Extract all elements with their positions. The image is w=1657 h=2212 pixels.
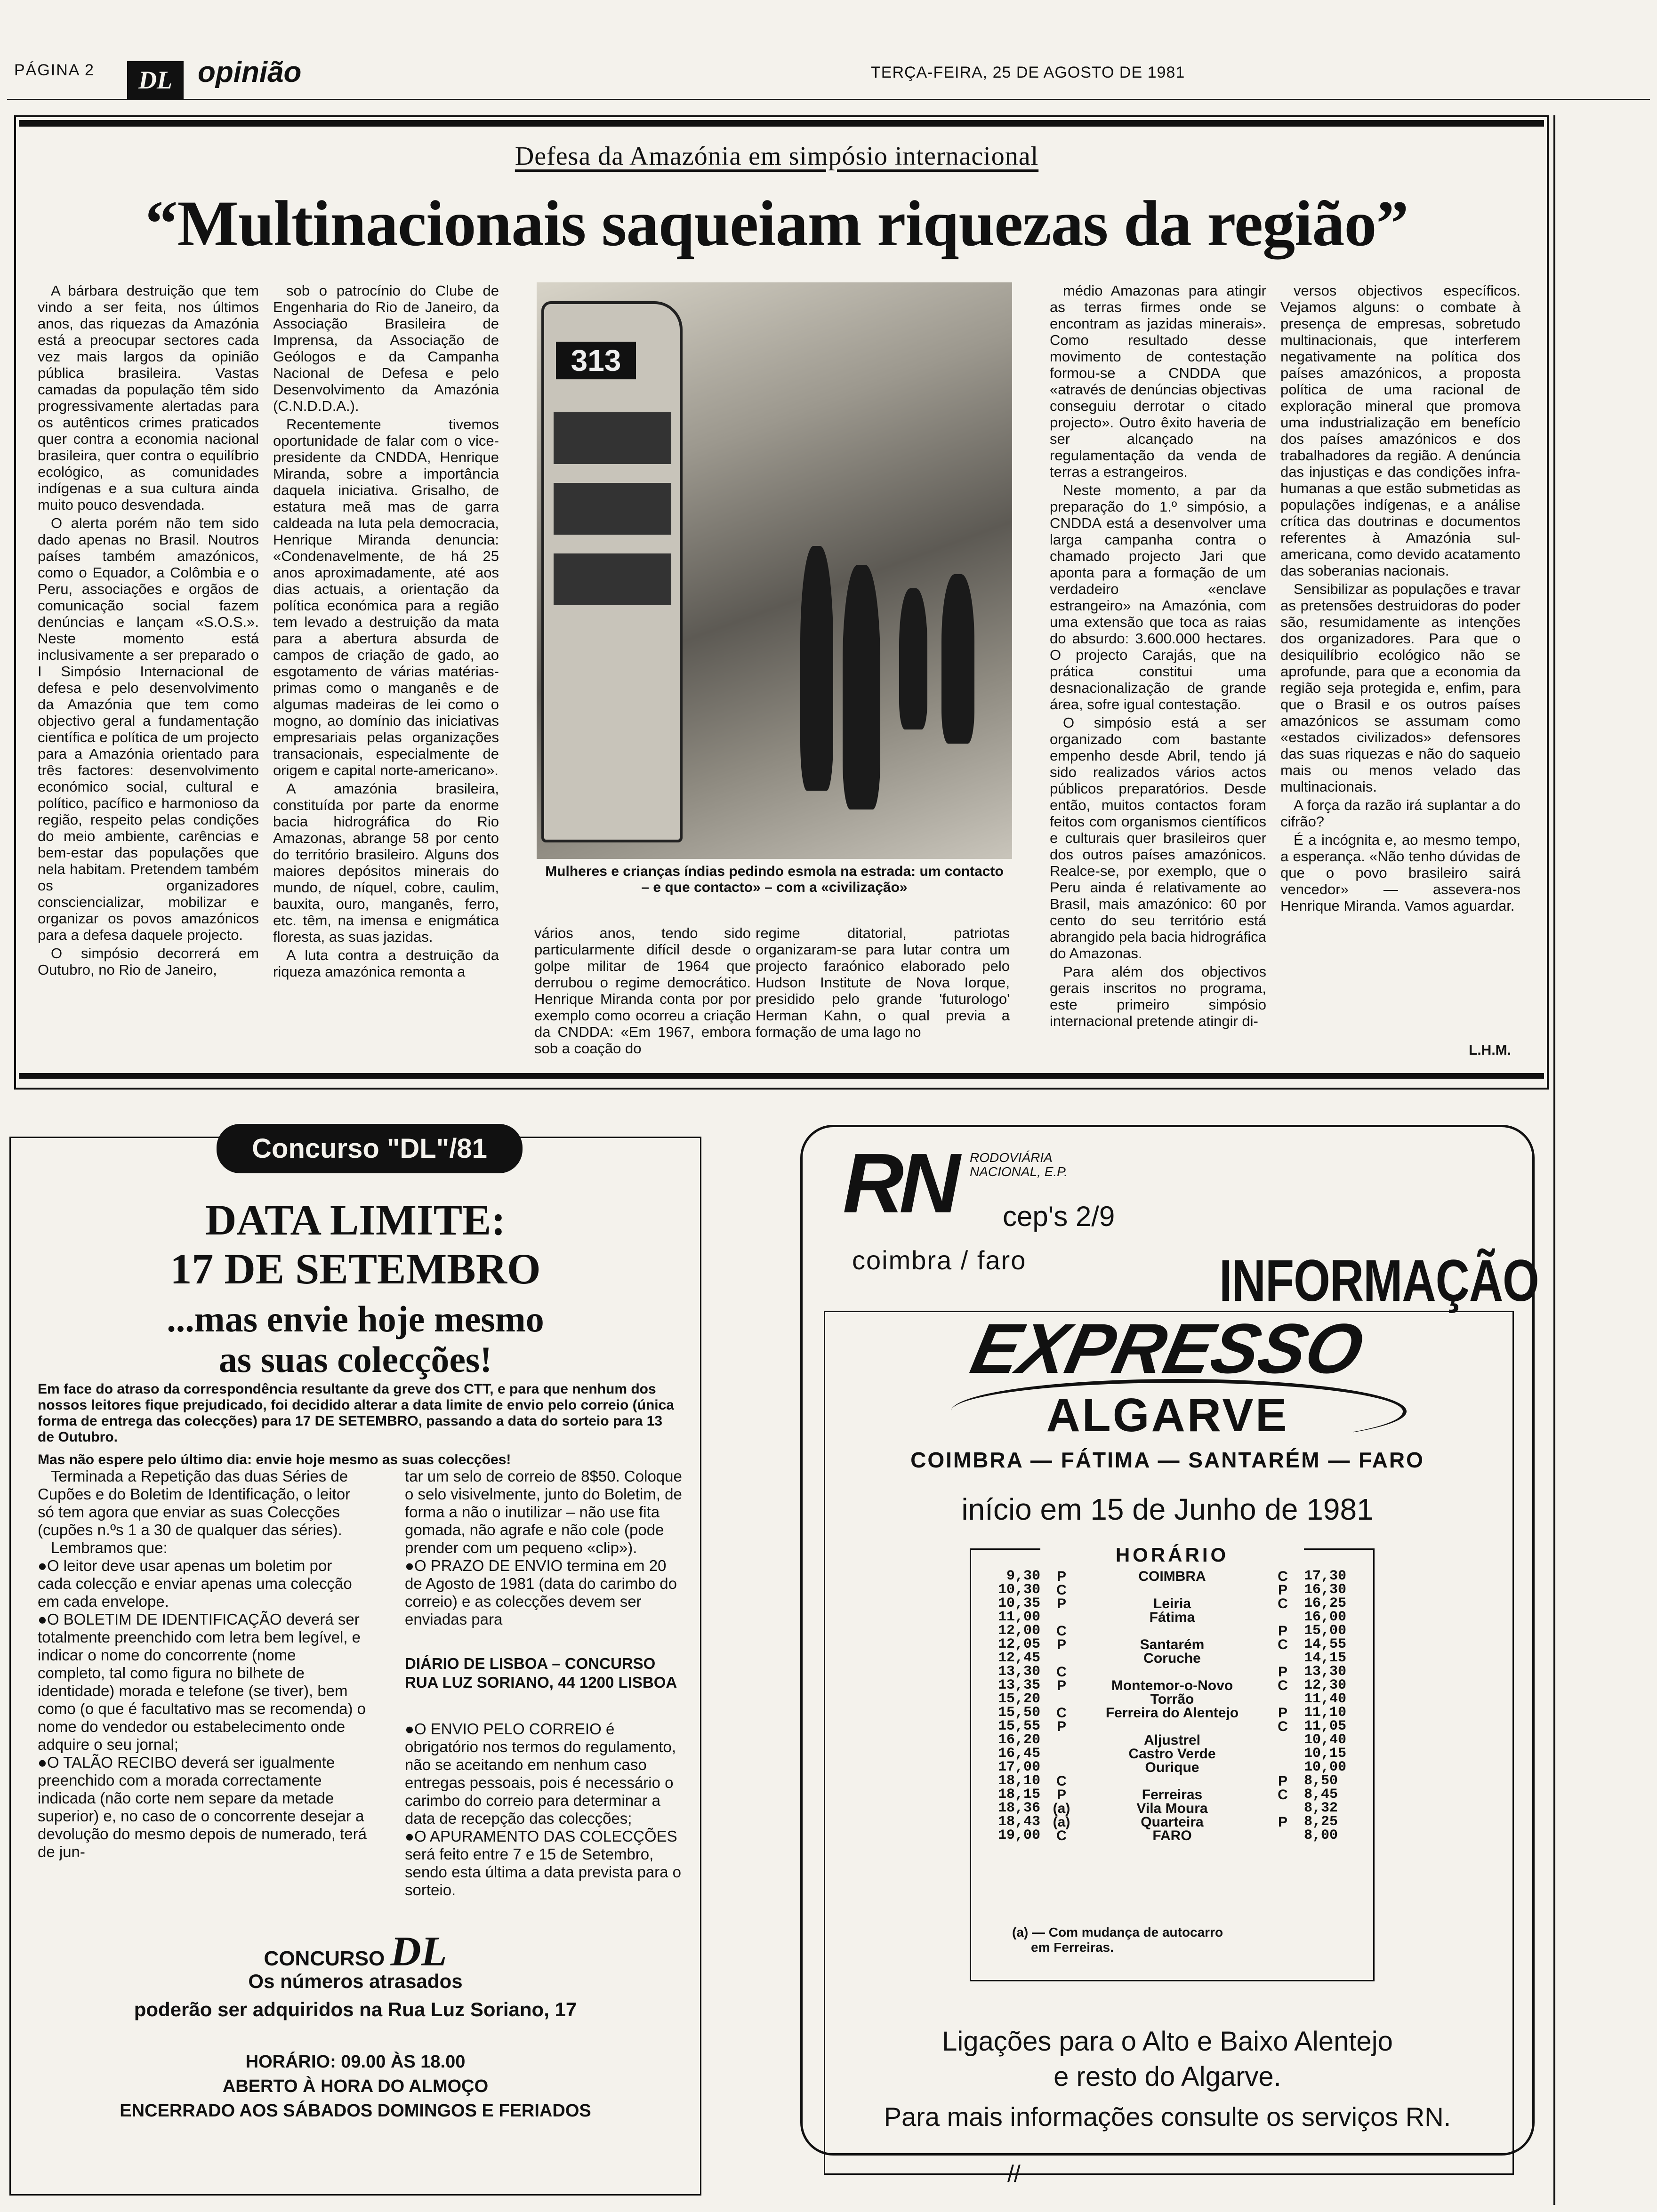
timetable-row <box>984 1747 1360 1761</box>
bullet-item: ● O leitor deve usar apenas um boletim por cada colecção e enviar apenas uma colecção em cada envelope. <box>38 1557 367 1611</box>
timetable-cell: 9,30 <box>1006 1568 1040 1584</box>
timetable-cell: 12,05 <box>997 1636 1040 1652</box>
page-mark: // <box>1007 2161 1021 2187</box>
timetable-cell: C <box>1056 1828 1067 1843</box>
timetable-cell <box>1040 1747 1083 1761</box>
timetable-cell <box>1262 1802 1304 1815</box>
timetable-cell: Santarém <box>1140 1637 1205 1652</box>
timetable-cell <box>1040 1692 1083 1706</box>
timetable-cell: 8,00 <box>1304 1827 1338 1843</box>
timetable-cell: 12,30 <box>1304 1677 1347 1693</box>
rn-company-name: RODOVIÁRIA NACIONAL, E.P. <box>970 1150 1068 1179</box>
more-info-note: Para mais informações consulte os serviços RN. <box>884 2102 1451 2132</box>
timetable-cell: 18,43 <box>997 1814 1040 1830</box>
article-column-5 <box>1050 282 1266 1031</box>
timetable-cell: C <box>1278 1569 1288 1584</box>
article-kicker: Defesa da Amazónia em simpósio internacional <box>515 142 1039 171</box>
timetable-row <box>984 1665 1360 1679</box>
timetable-cell: 12,45 <box>997 1650 1040 1666</box>
timetable-row <box>984 1720 1360 1733</box>
deadline-heading: DATA LIMITE: 17 DE SETEMBRO <box>170 1196 541 1293</box>
bullet-item: ● O BOLETIM DE IDENTIFICAÇÃO deverá ser totalmente preenchido com letra bem legível, e indicar o nome do concorrente (nome completo, tal como figura no bilhete de identidade) morada e telefone (se tiver), bem como (o que é facultativo mas se recomenda) o nome do vendedor ou estabelecimento onde adquire o seu jornal; <box>38 1611 367 1754</box>
mailing-address: DIÁRIO DE LISBOA – CONCURSO RUA LUZ SORIANO, 44 1200 LISBOA ● O ENVIO PELO CORREIO é obrigatório nos termos do regulamento, não se aceitando em nenhum caso entregas pessoais, pois é necessário o carimbo do correio para determinar a data de recepção das colecções; ● O APURAMENTO DAS COLECÇÕES será feito entre 7 e 15 de Setembro, sendo esta última a data prevista para o sorteio. <box>405 1654 687 1899</box>
timetable-cell: 14,55 <box>1304 1636 1347 1652</box>
timetable-cell: P <box>1278 1623 1287 1639</box>
timetable-cell: 8,25 <box>1304 1814 1338 1830</box>
article-top-rule <box>19 120 1544 127</box>
timetable-row <box>984 1829 1360 1843</box>
timetable-cell <box>1040 1651 1083 1665</box>
service-start-date: início em 15 de Junho de 1981 <box>961 1492 1374 1526</box>
paragraph: É a incógnita e, ao mesmo tempo, a esperança. «Não tenho dúvidas de que o povo brasileiro sairá vencedor» — assevera-nos Henrique Miranda. Vamos aguardar. <box>1280 832 1520 914</box>
timetable-row <box>984 1624 1360 1638</box>
timetable-cell: 15,00 <box>1304 1623 1347 1639</box>
timetable-cell: 10,35 <box>997 1595 1040 1611</box>
timetable-cell <box>1262 1611 1304 1624</box>
bus-image <box>541 301 683 842</box>
contest-footer-title: CONCURSO DL <box>264 1928 447 1975</box>
timetable-cell: (a) <box>1053 1814 1070 1830</box>
photo-caption: Mulheres e crianças índias pedindo esmola na estrada: um contacto – e que contacto» – com a «civilização» <box>545 864 1004 895</box>
article-column-1 <box>38 282 259 980</box>
timetable-cell: 8,45 <box>1304 1787 1338 1803</box>
dl-monogram: DL <box>390 1928 447 1975</box>
timetable-cell <box>1040 1761 1083 1774</box>
section-title: opinião <box>198 56 302 88</box>
timetable-cell: 15,55 <box>997 1718 1040 1734</box>
timetable-cell <box>1083 1720 1262 1733</box>
timetable-cell: 18,15 <box>997 1787 1040 1803</box>
timetable-cell <box>1083 1583 1262 1597</box>
article-column-3a <box>534 925 751 1058</box>
timetable-row <box>984 1706 1360 1720</box>
timetable-cell: Quarteira <box>1141 1814 1204 1830</box>
paragraph: Para além dos objectivos gerais inscritos no programa, este primeiro simpósio internacional pretende atingir di- <box>1050 963 1266 1029</box>
timetable-cell: C <box>1056 1664 1067 1680</box>
timetable-cell <box>1040 1733 1083 1747</box>
bus-route-number: 313 <box>556 342 636 379</box>
paragraph: O alerta porém não tem sido dado apenas no Brasil. Noutros países também amazónicos, como o Equador, a Colômbia e o Peru, associações e orgãos de comunicação social fazem denúncias e lançam «S.O.S.». Neste momento está inclusivamente a ser preparado o I Simpósio Internacional de defesa e pelo desenvolvimento da Amazónia que tem como objectivo geral a fundamentação científica e política de um projecto para a Amazónia orientado para três factores: desenvolvimento económico social, cultural e político, pacífico e harmonioso da região, respeito pelas condições do meio ambiente, carências e bem-estar das populações que nela habitam. Pretendem também os organizadores consciencializar, mobilizar e organizar os povos amazónicos para a defesa daquele projecto. <box>38 515 259 943</box>
timetable-cell: FARO <box>1152 1828 1192 1843</box>
timetable-cell: P <box>1278 1814 1287 1830</box>
paragraph: A bárbara destruição que tem vindo a ser feita, nos últimos anos, das riquezas da Amazónia está a preocupar sectores cada vez mais largos da opinião pública brasileira. Vastas camadas da população têm sido progressivamente alertadas para os autênticos crimes praticados quer contra a economia nacional brasileira, quer contra o equilíbrio ecológico, as comunidades indígenas e a sua cultura ainda muito pouco desvendada. <box>38 282 259 513</box>
article-column-6 <box>1280 282 1520 916</box>
timetable-cell <box>1083 1774 1262 1788</box>
connections-note: Ligações para o Alto e Baixo Alentejo e resto do Algarve. <box>942 2026 1393 2092</box>
person-figure <box>843 565 880 809</box>
timetable-cell: P <box>1056 1787 1066 1803</box>
timetable-row <box>984 1761 1360 1774</box>
contest-rules-column-1 <box>38 1467 367 1861</box>
article-photo <box>537 282 1012 859</box>
bullet-item: ● O TALÃO RECIBO deverá ser igualmente preenchido com a morada correctamente indicada (não corte nem separe da metade superior) e, no caso de o concorrente desejar a devolução do mesmo depois de numerado, terá de jun- <box>38 1754 367 1861</box>
timetable-cell: 11,40 <box>1304 1691 1347 1707</box>
timetable-cell: 10,40 <box>1304 1732 1347 1748</box>
timetable-cell: P <box>1278 1705 1287 1721</box>
paragraph: Sensibilizar as populações e travar as pretensões destruidoras do poder são, resumidamente as intenções dos organizadores. Para que o desiquilíbrio ecológico não se aprofunde, para que a economia da região seja protegida e, enfim, para que o Brasil e os outros países amazónicos se assumam como «estados civilizados» defensores das suas riquezas e não do saqueio mais ou menos velado das multinacionais. <box>1280 581 1520 795</box>
timetable-cell: P <box>1056 1637 1066 1652</box>
timetable-cell: 18,10 <box>997 1773 1040 1789</box>
timetable-cell: 17,30 <box>1304 1568 1347 1584</box>
timetable-cell <box>1262 1829 1304 1843</box>
article-column-3b <box>756 925 1010 1042</box>
timetable-row <box>984 1597 1360 1611</box>
timetable-cell: Castro Verde <box>1128 1746 1216 1762</box>
timetable-row <box>984 1692 1360 1706</box>
paragraph: A luta contra a destruição da riqueza amazónica remonta a <box>273 947 499 980</box>
bullet-item: ● O APURAMENTO DAS COLECÇÕES será feito entre 7 e 15 de Setembro, sendo esta última a data prevista para o sorteio. <box>405 1827 687 1899</box>
paragraph: médio Amazonas para atingir as terras firmes onde se encontram as jazidas minerais». Como resultado desse movimento de contestação formou-se a CNDDA que «através de denúncias objectivas conseguiu derrotar o citado projecto». Outro êxito haveria de ser alcançado na regulamentação da venda de terras a estrangeiros. <box>1050 282 1266 480</box>
timetable-cell: 15,50 <box>997 1705 1040 1721</box>
expresso-title: EXPRESSO <box>965 1309 1370 1388</box>
algarve-title: ALGARVE <box>1046 1389 1289 1442</box>
paragraph: O simpósio decorrerá em Outubro, no Rio de Janeiro, <box>38 945 259 978</box>
timetable-cell: P <box>1278 1664 1287 1680</box>
timetable-cell <box>1083 1624 1262 1638</box>
timetable-cell <box>1262 1651 1304 1665</box>
timetable-cell: 17,00 <box>997 1759 1040 1775</box>
timetable-cell: C <box>1056 1582 1067 1598</box>
timetable-cell: Coruche <box>1143 1651 1201 1666</box>
timetable-cell: P <box>1056 1569 1066 1584</box>
timetable-cell: 16,20 <box>997 1732 1040 1748</box>
service-code: cep's 2/9 <box>1003 1201 1115 1232</box>
bullet-item: ● O PRAZO DE ENVIO termina em 20 de Agosto de 1981 (data do carimbo do correio) e as colecções devem ser enviadas para <box>405 1557 687 1628</box>
timetable-cell: 16,30 <box>1304 1582 1347 1598</box>
paragraph: tar um selo de correio de 8$50. Coloque o selo visivelmente, junto do Boletim, de forma a não o inutilizar – não use fita gomada, não agrafe e não cole (pode prender com um pequeno «clip»). <box>405 1467 682 1556</box>
paragraph: O simpósio está a ser organizado com bastante empenho desde Abril, tendo já sido realizados vários actos públicos preparatórios. Desde então, muitos contactos foram feitos com organismos científicos e culturais quer brasileiros quer dos outros países amazónicos. Realce-se, por exemplo, que o Peru ainda é relativamente ao Brasil, mais amazónico: 60 por cento do seu território está abrangido pela bacia hidrográfica do Amazonas. <box>1050 714 1266 962</box>
timetable-cell <box>1262 1761 1304 1774</box>
timetable-row <box>984 1570 1360 1583</box>
page-number: PÁGINA 2 <box>14 61 95 79</box>
timetable-row <box>984 1788 1360 1802</box>
contest-lead: Em face do atraso da correspondência resultante da greve dos CTT, e para que nenhum dos nossos leitores fique prejudicado, foi decidido alterar a data limite de envio pelo correio (única forma de entrega das colecções) para 17 DE SETEMBRO, passando a data do sorteio para 13 de Outubro. <box>38 1381 674 1445</box>
article-column-2 <box>273 282 499 982</box>
contest-banner: Concurso "DL"/81 <box>217 1124 523 1173</box>
timetable-cell: P <box>1278 1582 1287 1598</box>
timetable-cell: P <box>1056 1596 1066 1611</box>
route-towns: COIMBRA — FÁTIMA — SANTARÉM — FARO <box>910 1448 1424 1472</box>
timetable-cell: 16,25 <box>1304 1595 1347 1611</box>
timetable-cell: Leiria <box>1153 1596 1191 1611</box>
timetable-cell: 15,20 <box>997 1691 1040 1707</box>
paragraph: A amazónia brasileira, constituída por parte da enorme bacia hidrográfica do Rio Amazonas, abrange 58 por cento do território brasileiro. Alguns dos maiores depósitos minerais do mundo, de níquel, cobre, caulim, bauxita, ouro, manganês, ferro, etc. têm, na imensa e enigmática floresta, as suas jazidas. <box>273 780 499 945</box>
timetable-cell: 13,35 <box>997 1677 1040 1693</box>
timetable-heading: HORÁRIO <box>1040 1544 1304 1566</box>
timetable-cell <box>1083 1665 1262 1679</box>
paragraph: A força da razão irá suplantar a do cifrão? <box>1280 797 1520 830</box>
timetable-cell: C <box>1278 1637 1288 1652</box>
author-initials: L.H.M. <box>1469 1042 1511 1058</box>
newspaper-logo: DL <box>127 61 184 99</box>
issue-date: TERÇA-FEIRA, 25 DE AGOSTO DE 1981 <box>871 64 1185 81</box>
timetable-row <box>984 1733 1360 1747</box>
timetable-cell: 8,50 <box>1304 1773 1338 1789</box>
timetable-cell: Vila Moura <box>1136 1801 1208 1816</box>
timetable-cell: C <box>1278 1596 1288 1611</box>
timetable-cell: P <box>1278 1773 1287 1789</box>
person-figure <box>800 546 833 791</box>
article-headline: “Multinacionais saqueiam riquezas da região” <box>145 187 1408 259</box>
timetable-cell <box>1262 1733 1304 1747</box>
header-rule <box>7 99 1650 100</box>
timetable-cell: C <box>1278 1678 1288 1693</box>
back-issues-notice: Os números atrasados poderão ser adquiridos na Rua Luz Soriano, 17 <box>134 1970 577 2020</box>
timetable-cell: Aljustrel <box>1143 1732 1201 1748</box>
timetable-cell <box>1262 1692 1304 1706</box>
child-figure <box>941 574 974 744</box>
timetable-cell: 11,05 <box>1304 1718 1347 1734</box>
timetable-cell: Ferreira do Alentejo <box>1105 1705 1239 1721</box>
timetable-cell: 12,00 <box>997 1623 1040 1639</box>
timetable-cell: C <box>1056 1773 1067 1789</box>
contest-rules-column-2 <box>405 1467 687 1628</box>
contest-lead-2: Mas não espere pelo último dia: envie hoje mesmo as suas colecções! <box>38 1452 511 1467</box>
article-bottom-rule <box>19 1073 1544 1079</box>
timetable-cell: 10,00 <box>1304 1759 1347 1775</box>
timetable-row <box>984 1651 1360 1665</box>
timetable-cell: Ourique <box>1145 1760 1199 1775</box>
timetable-cell: C <box>1056 1705 1067 1721</box>
timetable-cell: 10,30 <box>997 1582 1040 1598</box>
timetable-cell: (a) <box>1053 1801 1070 1816</box>
timetable-row <box>984 1802 1360 1815</box>
timetable-row <box>984 1583 1360 1597</box>
timetable-cell: Torrão <box>1150 1691 1194 1707</box>
paragraph: Neste momento, a par da preparação do 1.º simpósio, a CNDDA está a desenvolver uma larga campanha contra o chamado projecto Jari que aponta para a formação de um verdadeiro «enclave estrangeiro» na Amazónia, com uma extensão que toca as raias do absurdo: 3.600.000 hectares. O projecto Carajás, que na prática constitui uma desnacionalização de grande área, sofre igual contestação. <box>1050 482 1266 713</box>
paragraph: Terminada a Repetição das duas Séries de Cupões e do Boletim de Identificação, o leitor só tem agora que enviar as suas Colecções (cupões n.ºs 1 a 30 de qualquer das séries). <box>38 1467 351 1539</box>
timetable-cell <box>1040 1611 1083 1624</box>
timetable-row <box>984 1679 1360 1692</box>
timetable-cell: C <box>1278 1787 1288 1803</box>
timetable-cell: 16,45 <box>997 1746 1040 1762</box>
paragraph: versos objectivos específicos. Vejamos alguns: o combate à presença de empresas, sobretudo multinacionais, que interferem negativamente na política dos países amazónicos, a proposta política de uma racional de exploração mineral que promova uma industrialização em benefício dos países amazónicos e dos trabalhadores da região. A denúncia das injustiças e das condições infra-humanas a que estão submetidas as populações indígenas, e a análise crítica das doutrinas e documentos referentes à Amazónia sul-americana, como devido acatamento das soberanias nacionais. <box>1280 282 1520 579</box>
route-name: coimbra / faro <box>852 1245 1027 1275</box>
child-figure <box>899 588 927 729</box>
timetable-row <box>984 1774 1360 1788</box>
opening-hours: HORÁRIO: 09.00 ÀS 18.00 ABERTO À HORA DO ALMOÇO ENCERRADO AOS SÁBADOS DOMINGOS E FERIADOS <box>120 2052 591 2121</box>
timetable-cell: Montemor-o-Novo <box>1111 1678 1233 1693</box>
timetable-cell: Ferreiras <box>1142 1787 1203 1803</box>
timetable-cell: 13,30 <box>1304 1664 1347 1680</box>
timetable-row <box>984 1815 1360 1829</box>
send-now-heading: ...mas envie hoje mesmo as suas colecções! <box>167 1298 544 1380</box>
timetable-cell: 18,36 <box>997 1800 1040 1816</box>
timetable-cell <box>1262 1747 1304 1761</box>
paragraph: Recentemente tivemos oportunidade de falar com o vice-presidente da CNDDA, Henrique Miranda, sobre a importância daquela iniciativa. Grisalho, de estatura meã mas de garra caldeada na luta pela democracia, Henrique Miranda denuncia: «Condenavelmente, de há 25 anos aproximadamente, até aos dias actuais, a orientação da política económica para a região tem levado a destruição da mata para a abertura absurda de campos de criação de gado, ao esgotamento de várias matérias-primas como o manganês e de algumas madeiras de lei como o mogno, ao domínio das iniciativas empresariais pelas organizações transacionais, especialmente de origem e capital norte-americano». <box>273 416 499 778</box>
timetable-cell: 13,30 <box>997 1664 1040 1680</box>
timetable-cell: P <box>1056 1678 1066 1693</box>
timetable-row <box>984 1638 1360 1651</box>
paragraph: sob o patrocínio do Clube de Engenharia do Rio de Janeiro, da Associação Brasileira de Imprensa, da Associação de Geólogos e da Campanha Nacional de Defesa e pelo Desenvolvimento da Amazónia (C.N.D.D.A.). <box>273 282 499 414</box>
timetable-cell: 16,00 <box>1304 1609 1347 1625</box>
timetable <box>984 1570 1360 1843</box>
rn-logo: RN <box>843 1136 956 1231</box>
timetable-cell: P <box>1056 1719 1066 1734</box>
bullet-item: ● O ENVIO PELO CORREIO é obrigatório nos termos do regulamento, não se aceitando em nenhum caso entregas pessoais, pois é necessário o carimbo do correio para determinar a data de recepção das colecções; <box>405 1720 687 1827</box>
timetable-row <box>984 1611 1360 1624</box>
timetable-cell: C <box>1278 1719 1288 1734</box>
paragraph: vários anos, tendo sido particularmente difícil desde o golpe militar de 1964 que derrubou o regime democrático. Henrique Miranda conta por por exemplo como ocorreu a criação da CNDDA: «Em 1967, embora sob a coação do <box>534 925 751 1057</box>
page-side-rule <box>1553 115 1555 2205</box>
timetable-cell: C <box>1056 1623 1067 1639</box>
timetable-cell: 11,00 <box>997 1609 1040 1625</box>
paragraph: regime ditatorial, patriotas organizaram-se para lutar contra um projecto faraónico elaborado pelo Hudson Institute de Nova Iorque, presidido pelo grande 'futurologo' Herman Kahn, o qual previa a formação de uma lago no <box>756 925 1010 1040</box>
paragraph: Lembramos que: <box>51 1539 168 1556</box>
timetable-cell: 19,00 <box>997 1827 1040 1843</box>
timetable-cell: 11,10 <box>1304 1705 1347 1721</box>
timetable-cell: 8,32 <box>1304 1800 1338 1816</box>
timetable-cell: COIMBRA <box>1138 1569 1206 1584</box>
timetable-cell: Fátima <box>1149 1610 1195 1625</box>
info-heading: INFORMAÇÃO <box>1219 1248 1539 1314</box>
timetable-cell: 10,15 <box>1304 1746 1347 1762</box>
timetable-cell: 14,15 <box>1304 1650 1347 1666</box>
timetable-note: (a) — Com mudança de autocarro em Ferreiras. <box>1012 1925 1223 1955</box>
